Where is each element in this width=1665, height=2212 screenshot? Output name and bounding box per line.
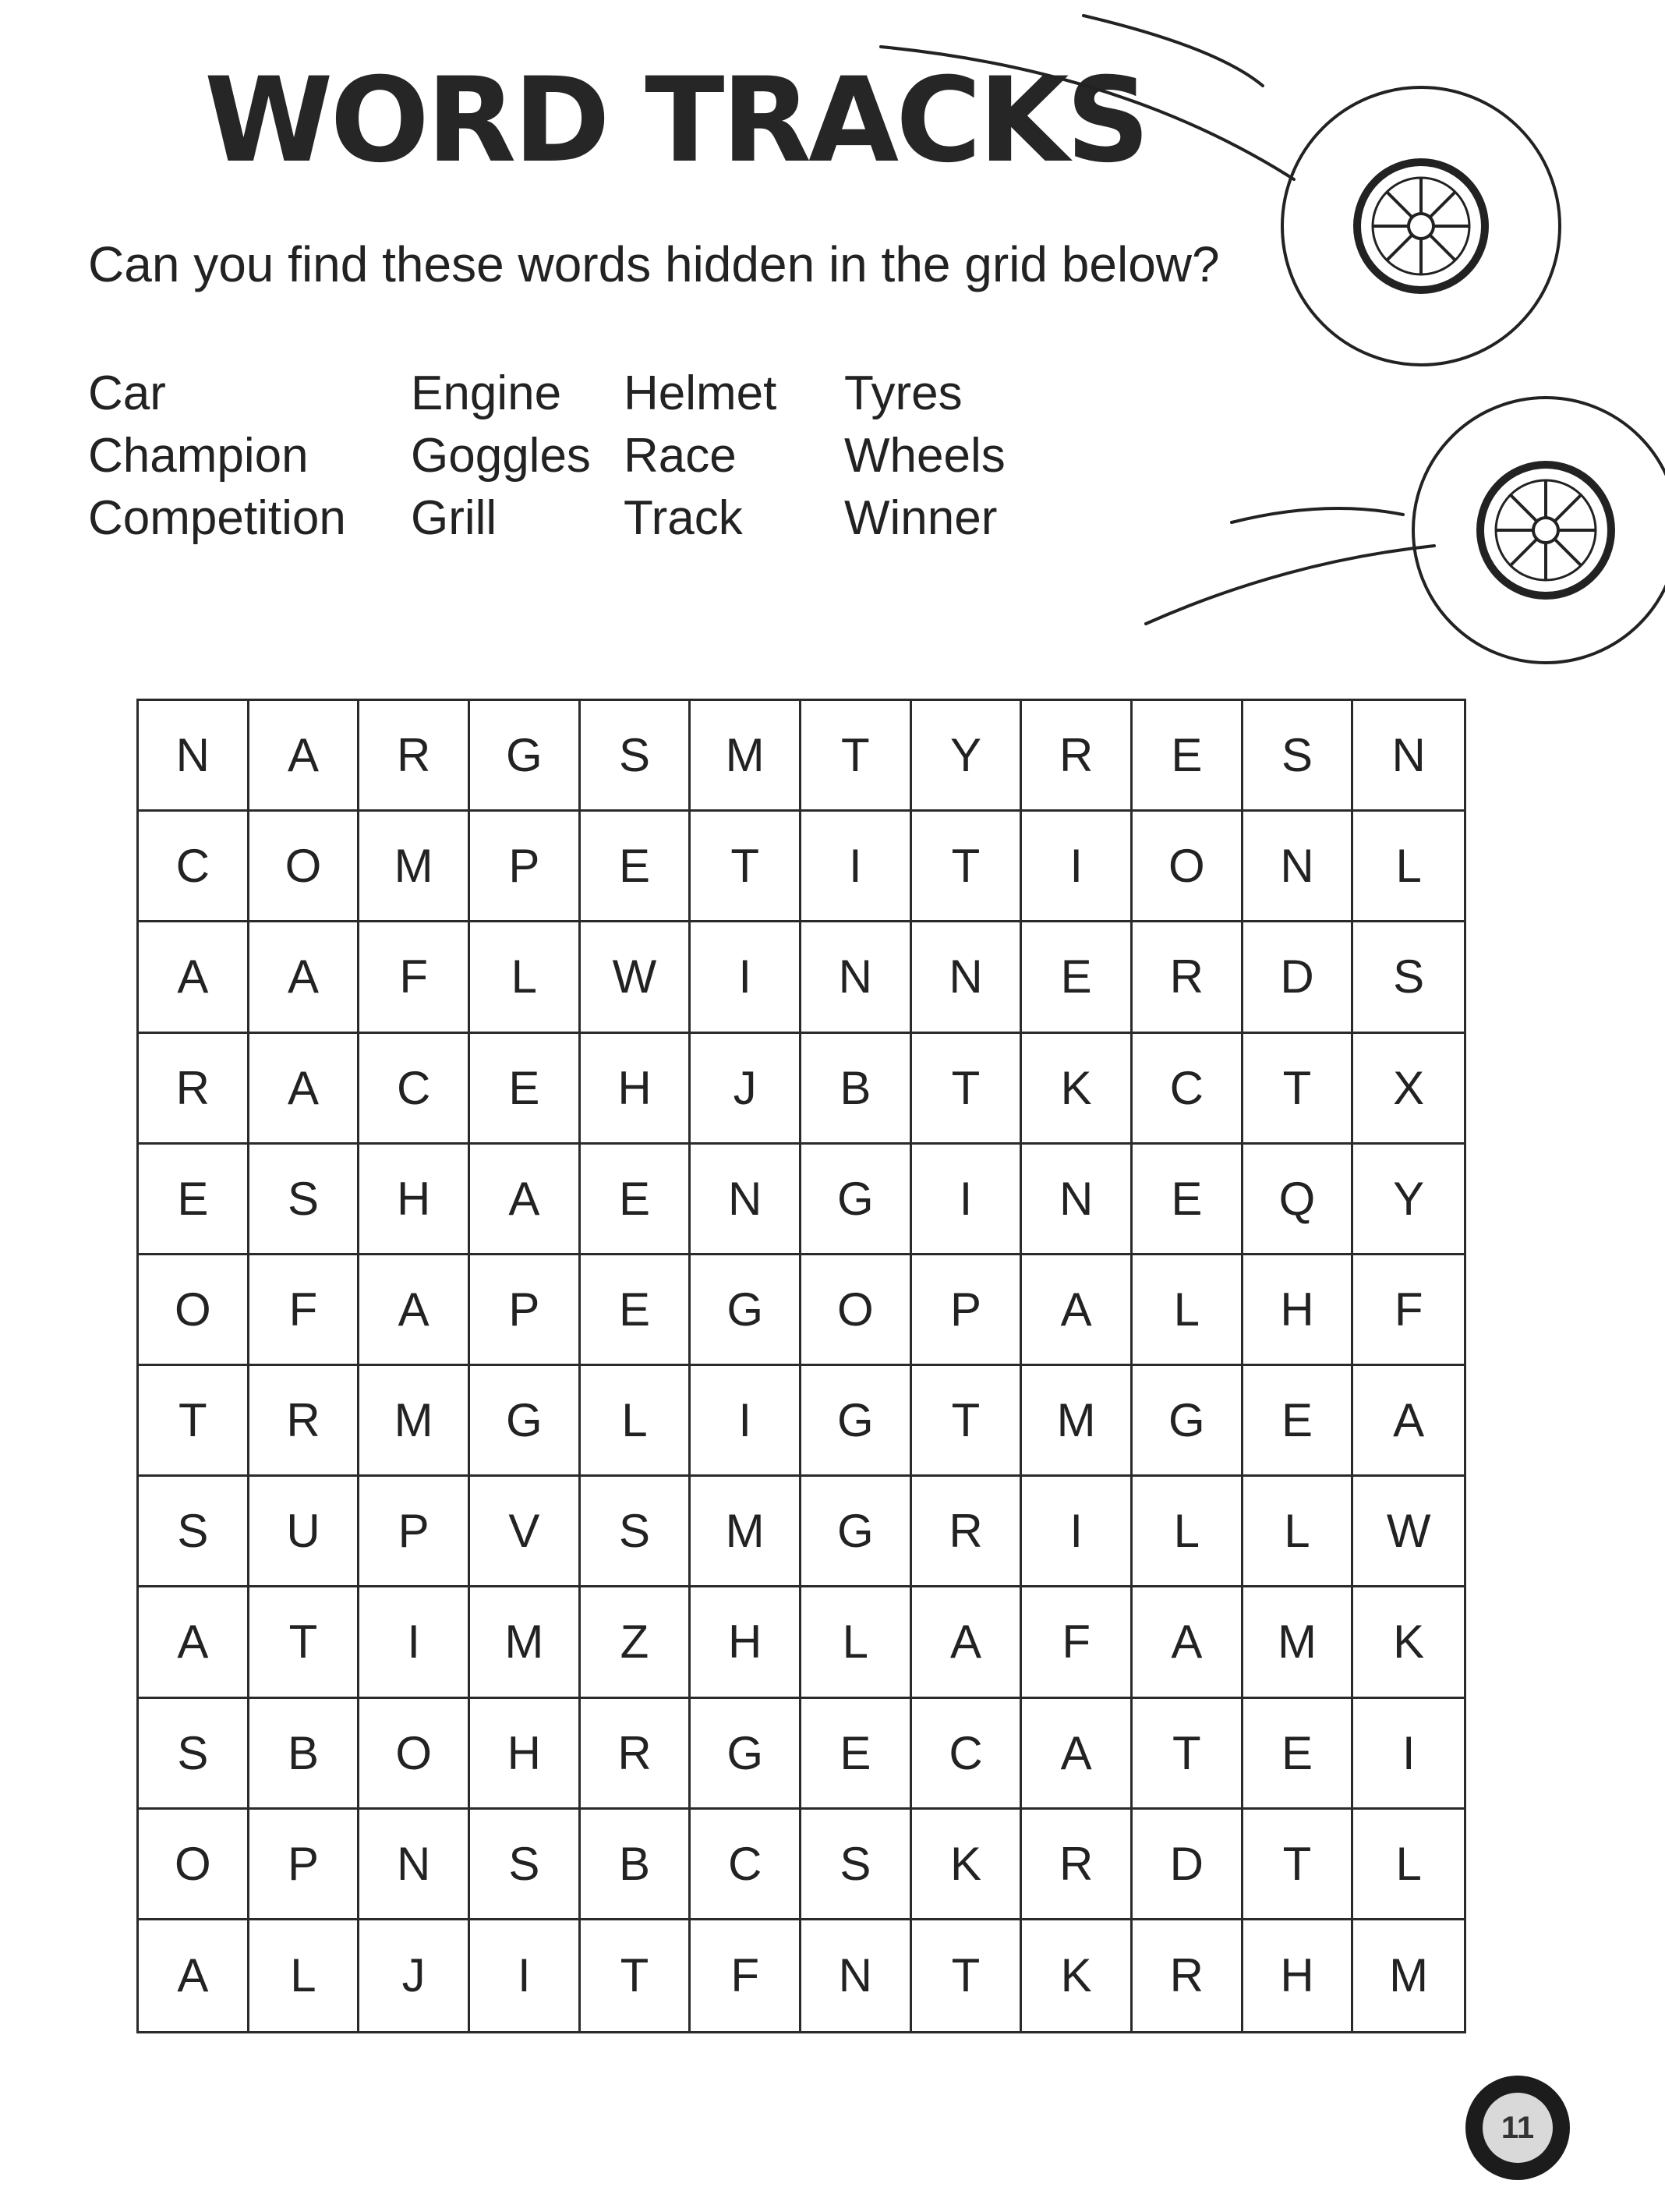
- grid-cell[interactable]: S: [470, 1810, 581, 1920]
- grid-cell[interactable]: L: [1353, 1810, 1464, 1920]
- grid-cell[interactable]: E: [470, 1034, 581, 1145]
- grid-cell[interactable]: G: [470, 1366, 581, 1477]
- grid-cell[interactable]: D: [1243, 922, 1354, 1033]
- grid-cell[interactable]: T: [912, 1034, 1023, 1145]
- grid-cell[interactable]: L: [1133, 1477, 1243, 1587]
- grid-cell[interactable]: R: [249, 1366, 360, 1477]
- word-list-item: Winner: [844, 491, 998, 545]
- grid-cell[interactable]: T: [912, 1366, 1023, 1477]
- grid-cell[interactable]: F: [691, 1920, 801, 2031]
- grid-cell[interactable]: A: [470, 1145, 581, 1255]
- grid-cell[interactable]: N: [1353, 701, 1464, 812]
- grid-cell[interactable]: A: [249, 701, 360, 812]
- grid-cell[interactable]: B: [581, 1810, 691, 1920]
- grid-cell[interactable]: D: [1133, 1810, 1243, 1920]
- grid-cell[interactable]: I: [691, 1366, 801, 1477]
- grid-cell[interactable]: E: [581, 1145, 691, 1255]
- page-number-badge: [1465, 2076, 1570, 2180]
- grid-cell[interactable]: K: [1022, 1034, 1133, 1145]
- grid-cell[interactable]: N: [912, 922, 1023, 1033]
- grid-cell[interactable]: H: [470, 1699, 581, 1810]
- grid-cell[interactable]: G: [801, 1145, 912, 1255]
- grid-cell[interactable]: A: [1022, 1699, 1133, 1810]
- grid-cell[interactable]: E: [581, 1255, 691, 1366]
- grid-cell[interactable]: M: [359, 812, 470, 922]
- grid-cell[interactable]: M: [1243, 1587, 1354, 1698]
- grid-cell[interactable]: S: [249, 1145, 360, 1255]
- grid-cell[interactable]: M: [1389, 1949, 1429, 2002]
- grid-cell[interactable]: S: [801, 1810, 912, 1920]
- grid-cell[interactable]: T: [912, 812, 1023, 922]
- grid-cell[interactable]: E: [581, 812, 691, 922]
- grid-cell[interactable]: A: [1353, 1366, 1464, 1477]
- grid-cell[interactable]: S: [139, 1699, 249, 1810]
- grid-cell[interactable]: R: [1022, 701, 1133, 812]
- grid-cell[interactable]: E: [801, 1699, 912, 1810]
- grid-cell[interactable]: A: [249, 1034, 360, 1145]
- grid-cell[interactable]: A: [139, 922, 249, 1033]
- grid-cell[interactable]: M: [691, 1477, 801, 1587]
- grid-cell[interactable]: O: [139, 1255, 249, 1366]
- grid-cell[interactable]: H: [1243, 1920, 1354, 2031]
- grid-cell[interactable]: G: [801, 1477, 912, 1587]
- grid-cell[interactable]: T: [249, 1587, 360, 1698]
- grid-cell[interactable]: U: [249, 1477, 360, 1587]
- grid-cell[interactable]: M: [1022, 1366, 1133, 1477]
- grid-cell[interactable]: L: [470, 922, 581, 1033]
- grid-cell[interactable]: M: [691, 701, 801, 812]
- word-list-item: Track: [624, 491, 743, 545]
- grid-cell[interactable]: J: [691, 1034, 801, 1145]
- grid-cell[interactable]: L: [1243, 1477, 1354, 1587]
- grid-cell[interactable]: R: [912, 1477, 1023, 1587]
- wheels-decoration: [0, 0, 1665, 702]
- grid-cell[interactable]: A: [249, 922, 360, 1033]
- grid-cell[interactable]: E: [1243, 1699, 1354, 1810]
- grid-cell[interactable]: M: [470, 1587, 581, 1698]
- grid-cell[interactable]: S: [581, 701, 691, 812]
- grid-cell[interactable]: Y: [1353, 1145, 1464, 1255]
- grid-cell[interactable]: C: [359, 1034, 470, 1145]
- grid-cell[interactable]: A: [1133, 1587, 1243, 1698]
- grid-cell[interactable]: N: [1022, 1145, 1133, 1255]
- word-list-item: Race: [624, 429, 737, 483]
- word-search-grid: [136, 699, 1466, 2033]
- grid-cell[interactable]: I: [912, 1145, 1023, 1255]
- word-list-item: Grill: [411, 491, 497, 545]
- word-list-item: Car: [88, 366, 166, 420]
- grid-cell[interactable]: C: [691, 1810, 801, 1920]
- grid-cell[interactable]: B: [249, 1699, 360, 1810]
- grid-cell[interactable]: F: [1022, 1587, 1133, 1698]
- grid-cell[interactable]: E: [1133, 701, 1243, 812]
- grid-cell[interactable]: S: [1353, 922, 1464, 1033]
- grid-cell[interactable]: T: [1243, 1810, 1354, 1920]
- word-list-item: Engine: [411, 366, 562, 420]
- grid-cell[interactable]: I: [470, 1920, 581, 2031]
- grid-cell[interactable]: B: [801, 1034, 912, 1145]
- grid-cell[interactable]: T: [801, 701, 912, 812]
- grid-cell[interactable]: P: [359, 1477, 470, 1587]
- grid-cell[interactable]: E: [1022, 922, 1133, 1033]
- grid-cell[interactable]: G: [691, 1699, 801, 1810]
- grid-cell[interactable]: O: [139, 1810, 249, 1920]
- grid-cell[interactable]: M: [359, 1366, 470, 1477]
- grid-cell[interactable]: A: [1022, 1255, 1133, 1366]
- page-number: 11: [1483, 2093, 1553, 2163]
- grid-cell[interactable]: T: [691, 812, 801, 922]
- grid-cell[interactable]: P: [470, 1255, 581, 1366]
- grid-cell[interactable]: Y: [912, 701, 1023, 812]
- grid-cell[interactable]: L: [1353, 812, 1464, 922]
- grid-cell[interactable]: L: [249, 1920, 360, 2031]
- word-list-item: Tyres: [844, 366, 963, 420]
- grid-cell[interactable]: O: [359, 1699, 470, 1810]
- grid-cell[interactable]: R: [139, 1034, 249, 1145]
- word-list-item: Goggles: [411, 429, 591, 483]
- grid-cell[interactable]: X: [1353, 1034, 1464, 1145]
- grid-cell[interactable]: J: [359, 1920, 470, 2031]
- grid-cell[interactable]: T: [1133, 1699, 1243, 1810]
- grid-cell[interactable]: R: [581, 1699, 691, 1810]
- grid-cell[interactable]: R: [359, 701, 470, 812]
- grid-cell[interactable]: N: [1243, 812, 1354, 922]
- grid-cell[interactable]: C: [1133, 1034, 1243, 1145]
- grid-cell[interactable]: S: [139, 1477, 249, 1587]
- word-list-column: [624, 363, 776, 550]
- grid-cell[interactable]: E: [139, 1145, 249, 1255]
- grid-cell[interactable]: N: [801, 1920, 912, 2031]
- grid-cell[interactable]: Q: [1243, 1145, 1354, 1255]
- grid-cell[interactable]: G: [470, 701, 581, 812]
- grid-cell[interactable]: L: [581, 1366, 691, 1477]
- grid-cell[interactable]: I: [1022, 1477, 1133, 1587]
- grid-cell[interactable]: K: [912, 1810, 1023, 1920]
- grid-cell[interactable]: R: [1022, 1810, 1133, 1920]
- grid-cell[interactable]: O: [801, 1255, 912, 1366]
- grid-cell[interactable]: N: [139, 701, 249, 812]
- grid-cell[interactable]: L: [1133, 1255, 1243, 1366]
- grid-cell[interactable]: H: [359, 1145, 470, 1255]
- instruction-text: Can you find these words hidden in the grid below?: [88, 236, 1220, 292]
- grid-cell[interactable]: A: [912, 1587, 1023, 1698]
- grid-cell[interactable]: F: [249, 1255, 360, 1366]
- grid-cell[interactable]: Z: [581, 1587, 691, 1698]
- word-list-column: [411, 363, 591, 550]
- grid-cell[interactable]: O: [249, 812, 360, 922]
- grid-cell[interactable]: W: [581, 922, 691, 1033]
- grid-cell[interactable]: I: [801, 812, 912, 922]
- word-list-item: Wheels: [844, 429, 1006, 483]
- grid-cell[interactable]: C: [139, 812, 249, 922]
- grid-cell[interactable]: V: [470, 1477, 581, 1587]
- grid-cell[interactable]: A: [139, 1920, 249, 2031]
- grid-cell[interactable]: E: [1133, 1145, 1243, 1255]
- wheel-icon: [1413, 398, 1665, 663]
- grid-cell[interactable]: T: [912, 1920, 1023, 2031]
- grid-cell[interactable]: G: [1133, 1366, 1243, 1477]
- word-list-item: Competition: [88, 491, 346, 545]
- grid-cell[interactable]: S: [581, 1477, 691, 1587]
- grid-cell[interactable]: T: [1243, 1034, 1354, 1145]
- grid-cell[interactable]: R: [1133, 1920, 1243, 2031]
- grid-cell[interactable]: N: [359, 1810, 470, 1920]
- grid-cell[interactable]: L: [801, 1587, 912, 1698]
- grid-cell[interactable]: H: [581, 1034, 691, 1145]
- word-list-column: [88, 363, 346, 550]
- grid-cell[interactable]: P: [470, 812, 581, 922]
- grid-cell[interactable]: H: [1243, 1255, 1354, 1366]
- grid-cell[interactable]: G: [691, 1255, 801, 1366]
- grid-cell[interactable]: P: [912, 1255, 1023, 1366]
- page-title: WORD TRACKS: [204, 53, 1147, 189]
- grid-cell[interactable]: A: [139, 1587, 249, 1698]
- grid-cell[interactable]: F: [359, 922, 470, 1033]
- grid-cell[interactable]: I: [691, 922, 801, 1033]
- grid-cell[interactable]: F: [1353, 1255, 1464, 1366]
- grid-cell[interactable]: T: [139, 1366, 249, 1477]
- grid-cell[interactable]: H: [691, 1587, 801, 1698]
- grid-cell[interactable]: N: [691, 1145, 801, 1255]
- grid-cell[interactable]: S: [1243, 701, 1354, 812]
- word-list-item: Helmet: [624, 366, 777, 420]
- grid-cell[interactable]: P: [249, 1810, 360, 1920]
- grid-cell[interactable]: K: [1353, 1587, 1464, 1698]
- grid-cell[interactable]: I: [1022, 812, 1133, 922]
- grid-cell[interactable]: I: [359, 1587, 470, 1698]
- grid-cell[interactable]: N: [801, 922, 912, 1033]
- wheel-icon: [1282, 87, 1560, 365]
- word-list-column: [844, 363, 1006, 550]
- grid-cell[interactable]: T: [581, 1920, 691, 2031]
- grid-cell[interactable]: K: [1022, 1920, 1133, 2031]
- grid-cell[interactable]: O: [1133, 812, 1243, 922]
- grid-cell[interactable]: W: [1353, 1477, 1464, 1587]
- grid-cell[interactable]: R: [1133, 922, 1243, 1033]
- grid-cell[interactable]: I: [1353, 1699, 1464, 1810]
- word-list-item: Champion: [88, 429, 309, 483]
- grid-cell[interactable]: A: [359, 1255, 470, 1366]
- grid-cell[interactable]: G: [801, 1366, 912, 1477]
- grid-cell[interactable]: C: [912, 1699, 1023, 1810]
- grid-cell[interactable]: E: [1243, 1366, 1354, 1477]
